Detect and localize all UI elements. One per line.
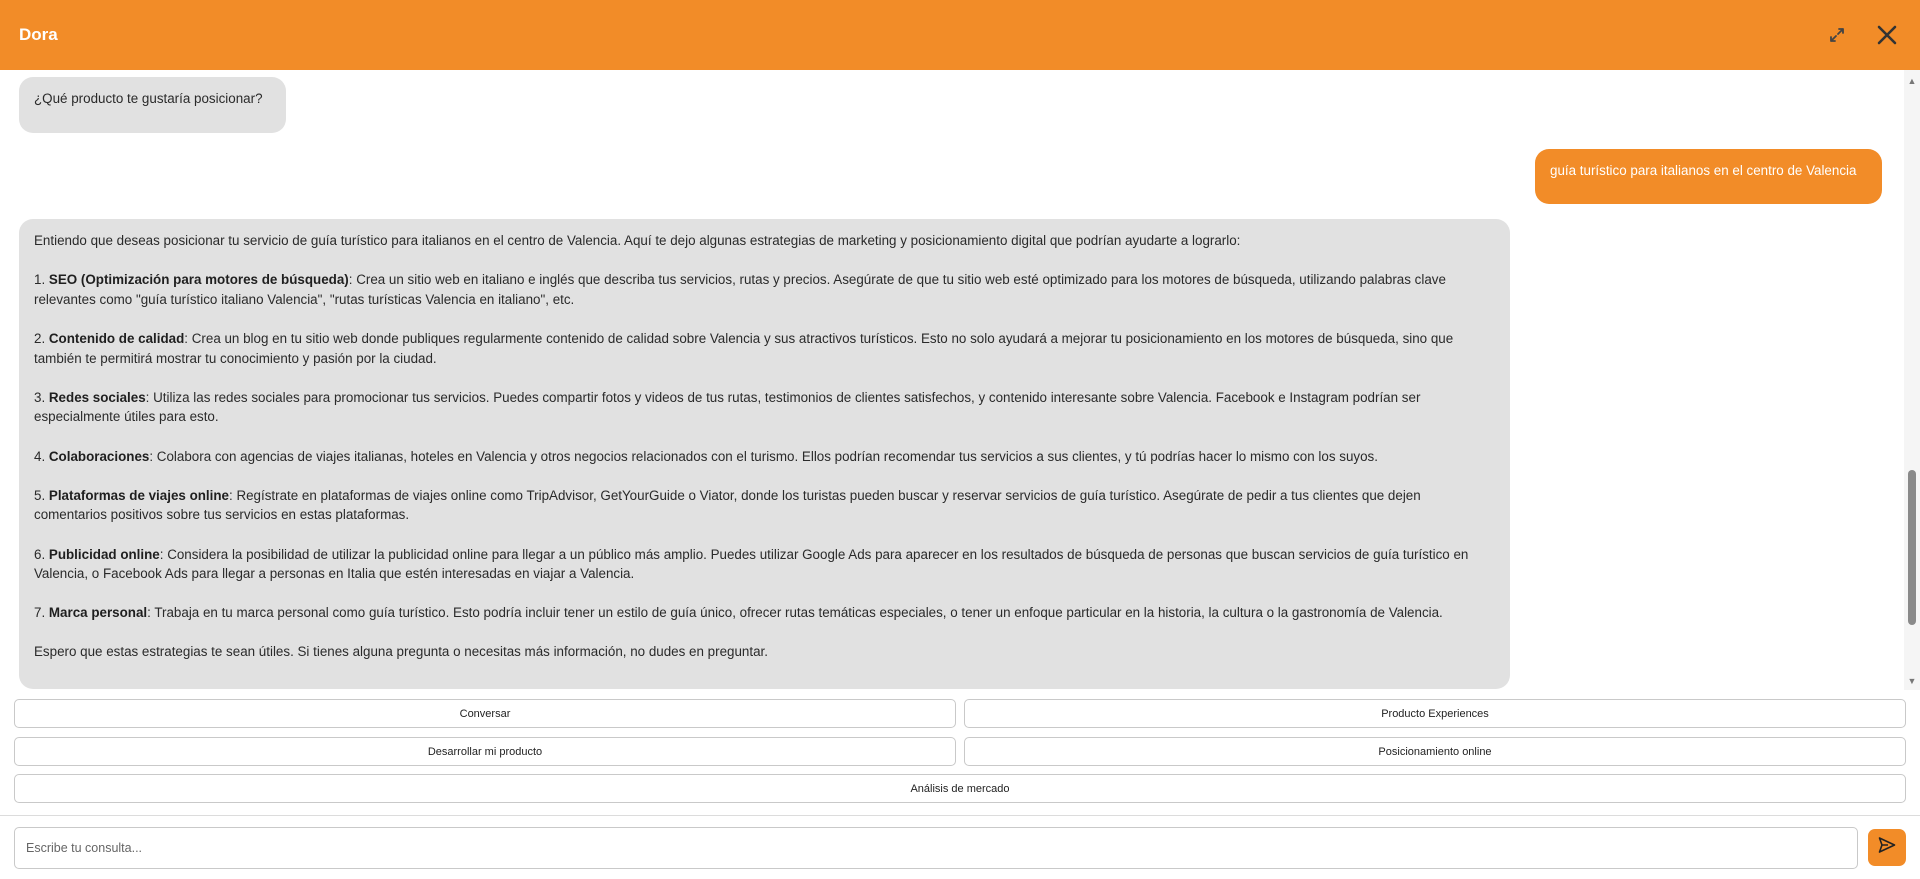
strategy-item	[34, 603, 1495, 623]
strategy-number: 1.	[34, 272, 49, 288]
strategy-number: 4.	[34, 448, 49, 464]
strategy-title: SEO (Optimización para motores de búsqueda)	[48, 272, 349, 288]
strategy-item	[34, 388, 1495, 427]
strategy-body: : Utiliza las redes sociales para promocionar tus servicios. Puedes compartir fotos y videos de tus rutas, testimonios de clientes satisfechos, y contenido interesante sobre Valencia. Facebook e Instagram podrían ser especialmente útiles para esto.	[34, 389, 1421, 425]
chat-title: Dora	[19, 25, 58, 44]
header-controls	[1823, 21, 1901, 49]
chat-scrollbar[interactable]	[1904, 70, 1920, 690]
message-intro: Entiendo que deseas posicionar tu servicio de guía turístico para italianos en el centro de Valencia. Aquí te dejo algunas estrategias de marketing y posicionamiento digital que podrían ayudarte a lograrlo:	[34, 233, 1241, 248]
user-message	[1535, 149, 1882, 204]
strategy-item	[34, 447, 1495, 467]
strategy-body: : Colabora con agencias de viajes italianas, hoteles en Valencia y otros negocios relacionados con el turismo. Ellos podrían recomendar tus servicios a sus clientes, y tú podrías hacer lo mismo con los suyos.	[149, 448, 1378, 464]
quick-action-posicionamiento-online[interactable]: Posicionamiento online	[964, 737, 1906, 766]
bot-message	[19, 219, 1510, 689]
strategy-title: Marca personal	[48, 605, 148, 621]
chat-messages[interactable]	[0, 70, 1920, 690]
message-outro: Espero que estas estrategias te sean útiles. Si tienes alguna pregunta o necesitas más información, no dudes en preguntar.	[34, 644, 768, 660]
send-button[interactable]	[1868, 829, 1906, 866]
strategy-body: : Trabaja en tu marca personal como guía turístico. Esto podría incluir tener un estilo de guía único, ofrecer rutas temáticas especiales, o tener un enfoque particular en la historia, la cultura o la gastronomía de Valencia.	[147, 605, 1443, 621]
strategy-body: : Crea un sitio web en italiano e inglés que describa tus servicios, rutas y precios. Asegúrate de que tu sitio web esté optimizado para los motores de búsqueda, utilizando palabras clave relevantes como "guía turístico italiano Valencia", "rutas turísticas Valencia en italiano", etc.	[34, 272, 1446, 307]
message-text: ¿Qué producto te gustaría posicionar?	[34, 91, 263, 106]
send-icon	[1877, 835, 1897, 860]
strategy-number: 2.	[34, 330, 49, 346]
scroll-up-icon[interactable]: ▲	[1907, 76, 1917, 86]
scrollbar-thumb[interactable]	[1908, 470, 1916, 625]
bot-message	[19, 77, 286, 133]
collapse-arrows-icon[interactable]	[1823, 21, 1851, 49]
strategy-number: 7.	[34, 605, 49, 621]
strategy-title: Colaboraciones	[48, 448, 150, 464]
quick-action-analisis-mercado[interactable]: Análisis de mercado	[14, 774, 1906, 803]
composer	[0, 816, 1920, 879]
strategy-item	[34, 270, 1495, 309]
strategy-item	[34, 329, 1495, 368]
strategy-number: 6.	[34, 546, 49, 562]
strategy-body: : Crea un blog en tu sitio web donde publiques regularmente contenido de calidad sobre Valencia y sus atractivos turísticos. Esto no solo ayudará a mejorar tu posicionamiento en los motores de búsqueda, sino que también te permitirá mostrar tu conocimiento y pasión por la ciudad.	[34, 330, 1454, 366]
strategy-body: : Regístrate en plataformas de viajes online como TripAdvisor, GetYourGuide o Viator, donde los turistas pueden buscar y reservar servicios de guía turístico. Asegúrate de pedir a tus clientes que dejen comentarios positivos sobre tus servicios en estas plataformas.	[34, 487, 1421, 523]
chat-header	[0, 0, 1920, 70]
quick-action-producto-experiences[interactable]: Producto Experiences	[964, 699, 1906, 728]
strategy-title: Plataformas de viajes online	[48, 487, 229, 503]
strategy-number: 5.	[34, 487, 49, 503]
strategy-title: Redes sociales	[48, 389, 146, 405]
quick-action-desarrollar-producto[interactable]: Desarrollar mi producto	[14, 737, 956, 766]
strategy-item	[34, 545, 1495, 584]
message-input[interactable]	[14, 827, 1858, 869]
strategy-title: Contenido de calidad	[48, 330, 185, 346]
quick-action-conversar[interactable]: Conversar	[14, 699, 956, 728]
scroll-down-icon[interactable]: ▼	[1907, 676, 1917, 686]
strategy-title: Publicidad online	[48, 546, 160, 562]
close-icon[interactable]	[1873, 21, 1901, 49]
strategy-number: 3.	[34, 389, 49, 405]
strategy-item	[34, 486, 1495, 525]
quick-actions	[0, 690, 1920, 815]
strategy-body: : Considera la posibilidad de utilizar la publicidad online para llegar a un público más amplio. Puedes utilizar Google Ads para aparecer en los resultados de búsqueda de personas que buscan servicios de guía turístico en Valencia, o Facebook Ads para llegar a personas en Italia que estén interesadas en viajar a Valencia.	[34, 546, 1469, 582]
message-text: guía turístico para italianos en el centro de Valencia	[1550, 163, 1857, 178]
